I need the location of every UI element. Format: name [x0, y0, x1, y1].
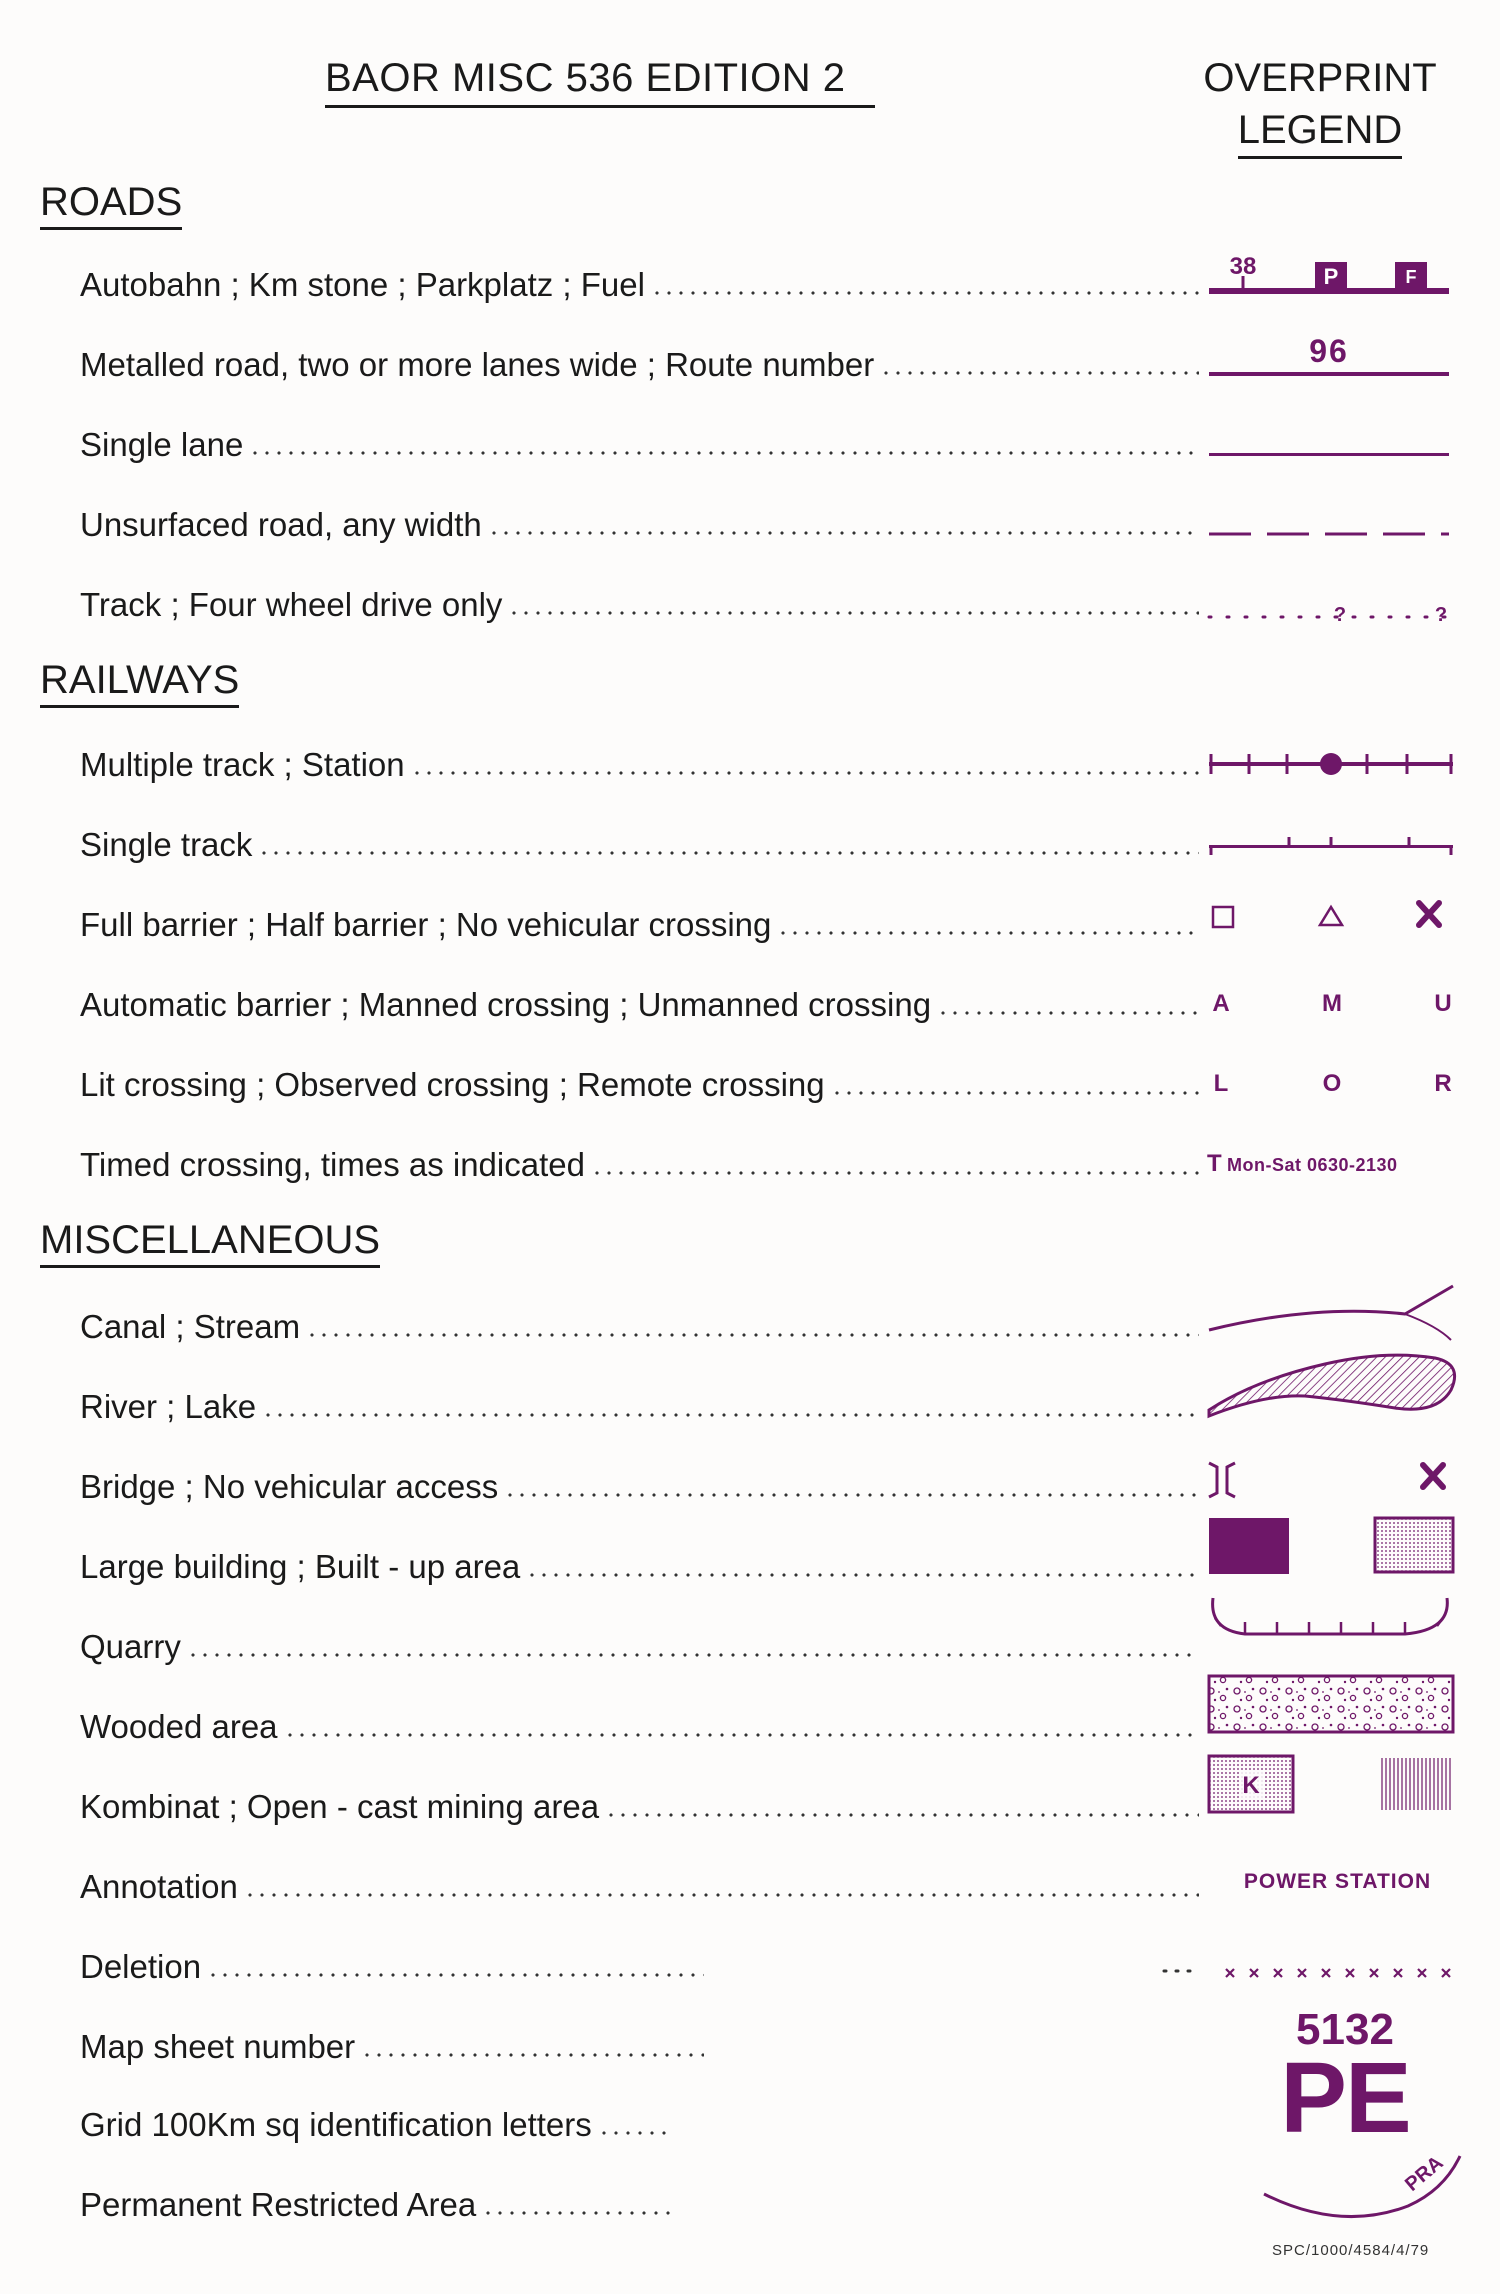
- grid-letters-sample: PE: [1280, 2042, 1410, 2154]
- map-sheet-number-sample: 5132: [1296, 2005, 1394, 2054]
- document-title: BAOR MISC 536 EDITION 2: [325, 56, 875, 108]
- row-label: Single lane: [80, 426, 244, 463]
- row-label: Large building ; Built - up area: [80, 1548, 521, 1585]
- four-wheel-drive-mark: ?: [1333, 604, 1347, 626]
- legend-row-permanent-restricted-area: [80, 2178, 680, 2224]
- manned-crossing-letter: M: [1322, 990, 1342, 1017]
- km-stone-number: 38: [1229, 253, 1257, 280]
- legend-row-grid-letters: [80, 2098, 680, 2144]
- building-symbols: [1205, 1510, 1470, 1580]
- row-label: Permanent Restricted Area: [80, 2186, 477, 2223]
- legend-title: [1180, 52, 1460, 159]
- river-lake-symbol: [1205, 1350, 1470, 1420]
- row-label: Autobahn ; Km stone ; Parkplatz ; Fuel: [80, 266, 645, 303]
- row-label: Full barrier ; Half barrier ; No vehicular crossing: [80, 906, 772, 943]
- canal-stream-symbol: [1205, 1280, 1470, 1350]
- pra-label: PRA: [1401, 2151, 1448, 2196]
- legend-row-multiple-track: [80, 738, 1205, 784]
- legend-row-annotation: [80, 1860, 1205, 1906]
- row-label: Kombinat ; Open - cast mining area: [80, 1788, 600, 1825]
- legend-row-unsurfaced-road: [80, 498, 1205, 544]
- legend-row-map-sheet-number: [80, 2020, 710, 2066]
- barrier-symbols: [1205, 885, 1470, 955]
- parkplatz-letter: P: [1323, 264, 1339, 289]
- track-symbol: [1205, 565, 1470, 635]
- row-label: Quarry: [80, 1628, 181, 1665]
- print-code: SPC/1000/4584/4/79: [1272, 2242, 1430, 2259]
- single-track-symbol: [1205, 805, 1470, 875]
- fuel-letter: F: [1405, 267, 1417, 287]
- legend-row-canal-stream: [80, 1300, 1205, 1346]
- deletion-symbol: [1160, 1935, 1470, 2005]
- row-label: Wooded area: [80, 1708, 278, 1745]
- legend-title-line-1: OVERPRINT: [1203, 56, 1437, 100]
- crossing-type-letters: [1205, 965, 1470, 1035]
- section-heading-miscellaneous: MISCELLANEOUS: [40, 1218, 380, 1268]
- route-number: 96: [1309, 333, 1349, 369]
- bridge-symbols: [1205, 1445, 1470, 1515]
- row-label: Metalled road, two or more lanes wide ; Route number: [80, 346, 875, 383]
- legend-title-line-2: LEGEND: [1238, 104, 1403, 159]
- annotation-sample: POWER STATION: [1243, 1870, 1432, 1893]
- lit-crossing-letter: L: [1213, 1070, 1229, 1097]
- quarry-symbol: [1205, 1590, 1470, 1660]
- observed-crossing-letter: O: [1322, 1070, 1342, 1097]
- timed-crossing-text: [1205, 1125, 1470, 1195]
- row-label: Unsurfaced road, any width: [80, 506, 482, 543]
- row-label: Lit crossing ; Observed crossing ; Remote crossing: [80, 1066, 825, 1103]
- remote-crossing-letter: R: [1434, 1070, 1452, 1097]
- metalled-road-symbol: [1205, 320, 1470, 390]
- legend-row-kombinat: [80, 1780, 1205, 1826]
- row-label: River ; Lake: [80, 1388, 257, 1425]
- automatic-barrier-letter: A: [1212, 990, 1230, 1017]
- autobahn-symbol: [1205, 240, 1470, 310]
- row-label: Multiple track ; Station: [80, 746, 405, 783]
- section-heading-railways: RAILWAYS: [40, 658, 239, 708]
- legend-row-track: [80, 578, 1205, 624]
- row-label: Track ; Four wheel drive only: [80, 586, 503, 623]
- legend-row-lit-crossing: [80, 1058, 1205, 1104]
- row-label: Map sheet number: [80, 2028, 356, 2065]
- row-label: Grid 100Km sq identification letters: [80, 2106, 592, 2143]
- legend-row-single-track: [80, 818, 1205, 864]
- legend-row-automatic-barrier: [80, 978, 1205, 1024]
- legend-row-river-lake: [80, 1380, 1205, 1426]
- section-heading-roads: ROADS: [40, 180, 182, 230]
- unsurfaced-road-symbol: [1205, 485, 1470, 555]
- legend-row-barriers: [80, 898, 1205, 944]
- legend-row-single-lane: [80, 418, 1205, 464]
- legend-row-buildings: [80, 1540, 1205, 1586]
- kombinat-letter: K: [1242, 1772, 1260, 1799]
- single-lane-symbol: [1205, 405, 1470, 475]
- legend-row-autobahn: [80, 258, 1205, 304]
- timed-crossing-letter: T: [1207, 1150, 1222, 1177]
- legend-row-deletion: [80, 1940, 710, 1986]
- row-label: Automatic barrier ; Manned crossing ; Unmanned crossing: [80, 986, 932, 1023]
- legend-row-wooded-area: [80, 1700, 1205, 1746]
- row-label: Timed crossing, times as indicated: [80, 1146, 585, 1183]
- legend-row-quarry: [80, 1620, 1205, 1666]
- four-wheel-drive-mark: ?: [1434, 604, 1448, 626]
- crossing-times: Mon-Sat 0630-2130: [1227, 1155, 1398, 1175]
- legend-row-bridge: [80, 1460, 1205, 1506]
- unmanned-crossing-letter: U: [1434, 990, 1452, 1017]
- row-label: Canal ; Stream: [80, 1308, 301, 1345]
- kombinat-symbols: [1205, 1748, 1470, 1818]
- restricted-area-symbol: [1260, 2150, 1470, 2230]
- lit-crossing-letters: [1205, 1045, 1470, 1115]
- legend-row-timed-crossing: [80, 1138, 1205, 1184]
- row-label: Bridge ; No vehicular access: [80, 1468, 499, 1505]
- row-label: Deletion: [80, 1948, 202, 1985]
- multiple-track-symbol: [1205, 725, 1470, 795]
- row-label: Single track: [80, 826, 253, 863]
- wooded-area-symbol: [1205, 1668, 1470, 1738]
- legend-row-metalled-road: [80, 338, 1205, 384]
- row-label: Annotation: [80, 1868, 238, 1905]
